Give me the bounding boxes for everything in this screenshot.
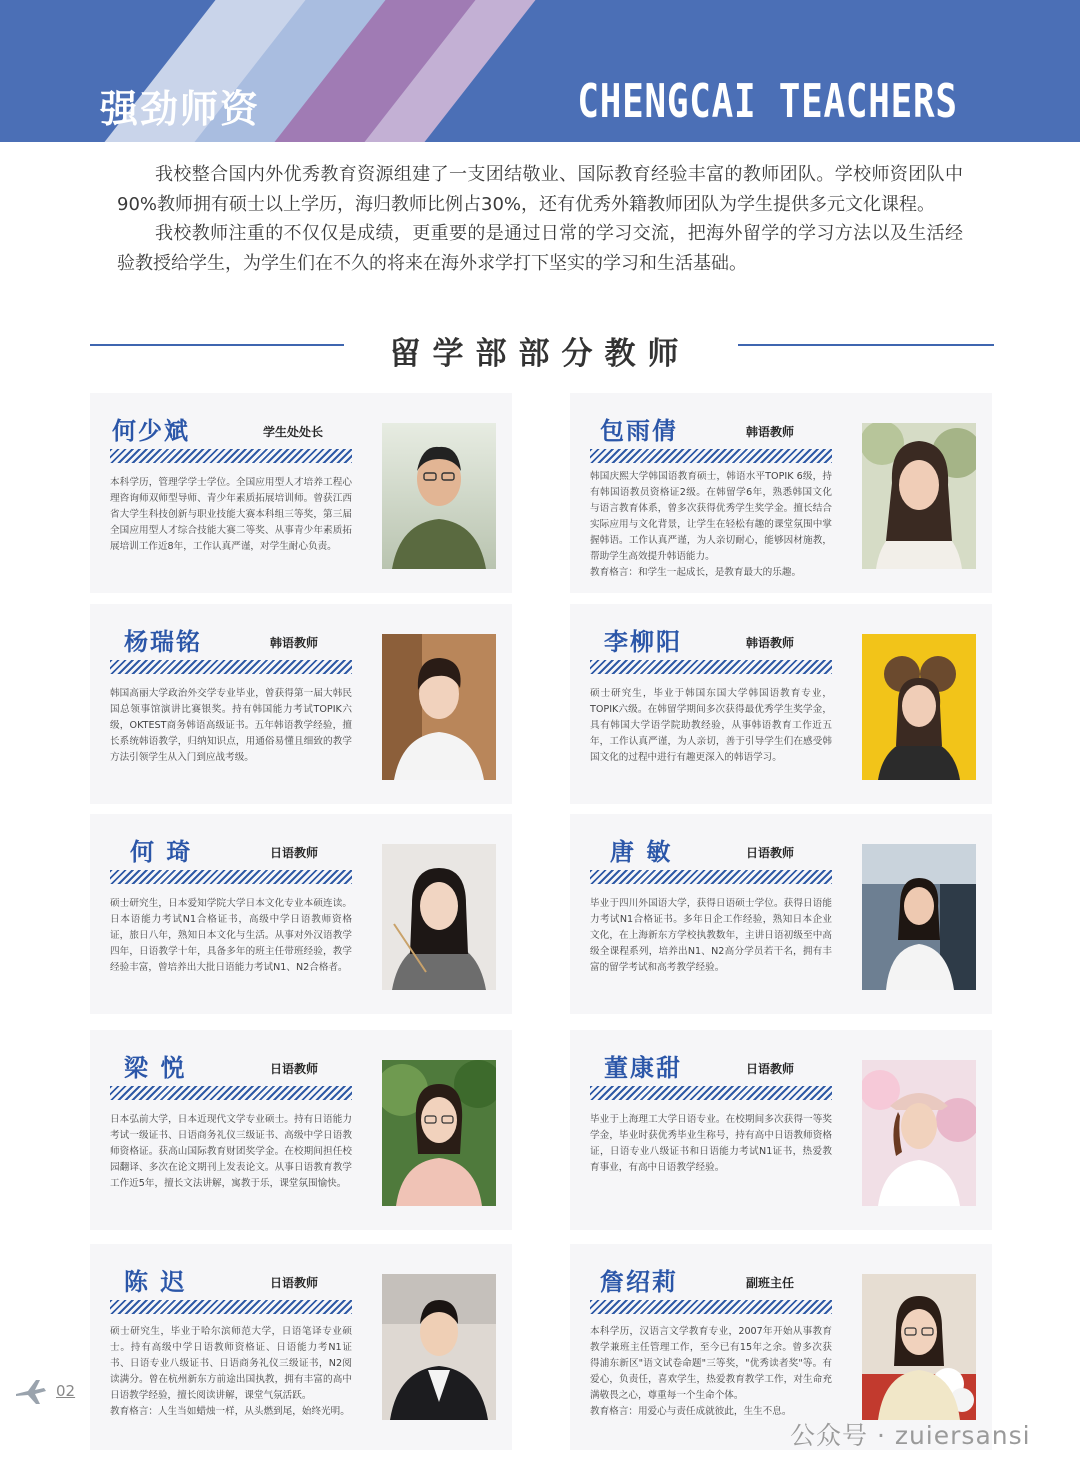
hatch-divider	[590, 1086, 832, 1100]
teacher-card	[570, 393, 992, 593]
teacher-photo	[862, 423, 976, 569]
section-divider-right	[738, 344, 994, 346]
intro-paragraph: 我校整合国内外优秀教育资源组建了一支团结敬业、国际教育经验丰富的教师团队。学校师资团队中90%教师拥有硕士以上学历，海归教师比例占30%，还有优秀外籍教师团队为学生提供多元文化课程。	[117, 164, 963, 215]
section-divider-left	[90, 344, 344, 346]
teacher-name: 包雨倩	[600, 417, 678, 445]
teacher-name: 何少斌	[112, 417, 190, 445]
teacher-role: 日语教师	[746, 1062, 795, 1076]
hatch-divider	[110, 1300, 352, 1314]
teacher-card	[570, 1030, 992, 1230]
teacher-description: 毕业于四川外国语大学，获得日语硕士学位。获得日语能力考试N1合格证书。多年日企工作经验，熟知日本企业文化，在上海新东方学校执教数年，主讲日语初级至中高级全课程系列，培养出N1、N2高分学员若干名，拥有丰富的留学考试和高考教学经验。	[590, 898, 832, 973]
teacher-description: 本科学历，汉语言文学教育专业，2007年开始从事教育教学兼班主任管理工作，至今已有15年之余。曾多次获得浦东新区"语文试卷命题"三等奖，"优秀读者奖"等。有爱心，负责任，喜欢学生，热爱教育教学工作，对生命充满敬畏之心，尊重每一个生命个体。 教育格言：用爱心与责任成就彼此，生生不息。	[590, 1326, 832, 1417]
teacher-card	[90, 604, 512, 804]
hatch-divider	[590, 1300, 832, 1314]
teacher-name: 詹绍莉	[600, 1268, 678, 1296]
hatch-divider	[110, 870, 352, 884]
intro-text	[117, 160, 963, 278]
teacher-description: 韩国高丽大学政治外交学专业毕业，曾获得第一届大韩民国总领事馆演讲比赛银奖。持有韩国能力考试TOPIK六级，OKTEST商务韩语高级证书。五年韩语教学经验，擅长系统韩语教学，归纳知识点，用通俗易懂且细致的教学方法引领学生从入门到应战考级。	[110, 688, 352, 763]
teacher-role: 副班主任	[746, 1276, 795, 1290]
teacher-photo	[862, 844, 976, 990]
teacher-name: 唐 敏	[610, 838, 673, 866]
teacher-card	[90, 393, 512, 593]
teacher-role: 韩语教师	[746, 636, 795, 650]
hatch-divider	[590, 449, 832, 463]
teacher-photo	[382, 1060, 496, 1206]
teacher-name: 何 琦	[130, 838, 193, 866]
teacher-description: 硕士研究生，毕业于韩国东国大学韩国语教育专业，TOPIK六级。在韩留学期间多次获得最优秀学生奖学金，具有韩国大学语学院助教经验，从事韩语教育工作近五年，工作认真严谨，为人亲切，善于引导学生们在感受韩国文化的过程中进行有趣更深入的韩语学习。	[590, 688, 832, 763]
teacher-photo	[862, 1274, 976, 1420]
teacher-name: 董康甜	[604, 1054, 682, 1082]
hatch-divider	[110, 1086, 352, 1100]
teacher-photo	[382, 423, 496, 569]
teacher-role: 日语教师	[270, 1062, 319, 1076]
teacher-role: 韩语教师	[746, 425, 795, 439]
section-title-text: 留学部部分教师	[389, 336, 691, 372]
hatch-divider	[590, 870, 832, 884]
teacher-card	[90, 1030, 512, 1230]
teacher-name: 梁 悦	[124, 1054, 187, 1082]
teacher-description: 韩国庆熙大学韩国语教育硕士，韩语水平TOPIK 6级，持有韩国语教员资格证2级。在韩留学6年，熟悉韩国文化与语言教育体系，曾多次获得优秀学生奖学金。擅长结合实际应用与文化背景，让学生在轻松有趣的课堂氛围中掌握韩语。工作认真严谨，为人亲切耐心，能够因材施教，帮助学生高效提升韩语能力。 教育格言：和学生一起成长，是教育最大的乐趣。	[590, 471, 832, 578]
teacher-photo	[862, 1060, 976, 1206]
teacher-name: 李柳阳	[604, 628, 682, 656]
teacher-card	[570, 604, 992, 804]
teacher-description: 硕士研究生，日本爱知学院大学日本文化专业本硕连读。日本语能力考试N1合格证书，高级中学日语教师资格证，旅日八年，熟知日本文化与生活。从事对外汉语教学四年，日语教学十年，具备多年的班主任带班经验，教学经验丰富，曾培养出大批日语能力考试N1、N2合格者。	[110, 898, 352, 973]
teacher-name: 陈 迟	[124, 1268, 187, 1296]
teacher-description: 硕士研究生，毕业于哈尔滨师范大学，日语笔译专业硕士。持有高级中学日语教师资格证、日语能力考N1证书、日语专业八级证书、日语商务礼仪三级证书，N2阅读满分。曾在杭州新东方前途出国执教，拥有丰富的高中日语教学经验，擅长阅读讲解，课堂气氛活跃。 教育格言：人生当如蜡烛一样，从头燃到尾，始终光明。	[110, 1326, 352, 1417]
teacher-description: 日本弘前大学，日本近现代文学专业硕士。持有日语能力考试一级证书、日语商务礼仪三级证书、高级中学日语教师资格证。获高山国际教育财团奖学金。在校期间担任校园翻译、多次在论文期刊上发表论文。从事日语教育教学工作近5年，擅长文法讲解，寓教于乐，课堂氛围愉快。	[110, 1114, 352, 1189]
teacher-role: 日语教师	[270, 846, 319, 860]
teacher-description: 毕业于上海理工大学日语专业。在校期间多次获得一等奖学金，毕业时获优秀毕业生称号，持有高中日语教师资格证，日语专业八级证书和日语能力考试N1证书，热爱教育事业，有高中日语教学经验。	[590, 1114, 832, 1173]
teacher-role: 日语教师	[270, 1276, 319, 1290]
header-title-en: CHENGCAI TEACHERS	[577, 74, 958, 128]
section-title	[0, 322, 1080, 372]
watermark-text: 公众号 · zuiersansi	[790, 1421, 1031, 1450]
teacher-card	[90, 814, 512, 1014]
teacher-name: 杨瑞铭	[124, 628, 202, 656]
airplane-icon	[14, 1378, 48, 1410]
teacher-card	[90, 1244, 512, 1450]
hatch-divider	[110, 449, 352, 463]
teacher-role: 韩语教师	[270, 636, 319, 650]
header-title-cn: 强劲师资	[100, 87, 261, 131]
page-number: 02	[56, 1382, 76, 1400]
hatch-divider	[590, 660, 832, 674]
teacher-photo	[862, 634, 976, 780]
intro-paragraph: 我校教师注重的不仅仅是成绩，更重要的是通过日常的学习交流，把海外留学的学习方法以及生活经验教授给学生，为学生们在不久的将来在海外求学打下坚实的学习和生活基础。	[117, 223, 963, 274]
teacher-photo	[382, 844, 496, 990]
teacher-role: 学生处处长	[263, 425, 324, 439]
header-banner	[0, 0, 1080, 142]
hatch-divider	[110, 660, 352, 674]
teacher-description: 本科学历，管理学学士学位。全国应用型人才培养工程心理咨询师双师型导师、青少年素质拓展培训师。曾获江西省大学生科技创新与职业技能大赛本科组三等奖，第三届全国应用型人才综合技能大赛二等奖、从事青少年素质拓展培训工作近8年，工作认真严谨，对学生耐心负责。	[110, 477, 352, 552]
teacher-role: 日语教师	[746, 846, 795, 860]
teacher-photo	[382, 634, 496, 780]
teacher-card	[570, 814, 992, 1014]
teacher-photo	[382, 1274, 496, 1420]
